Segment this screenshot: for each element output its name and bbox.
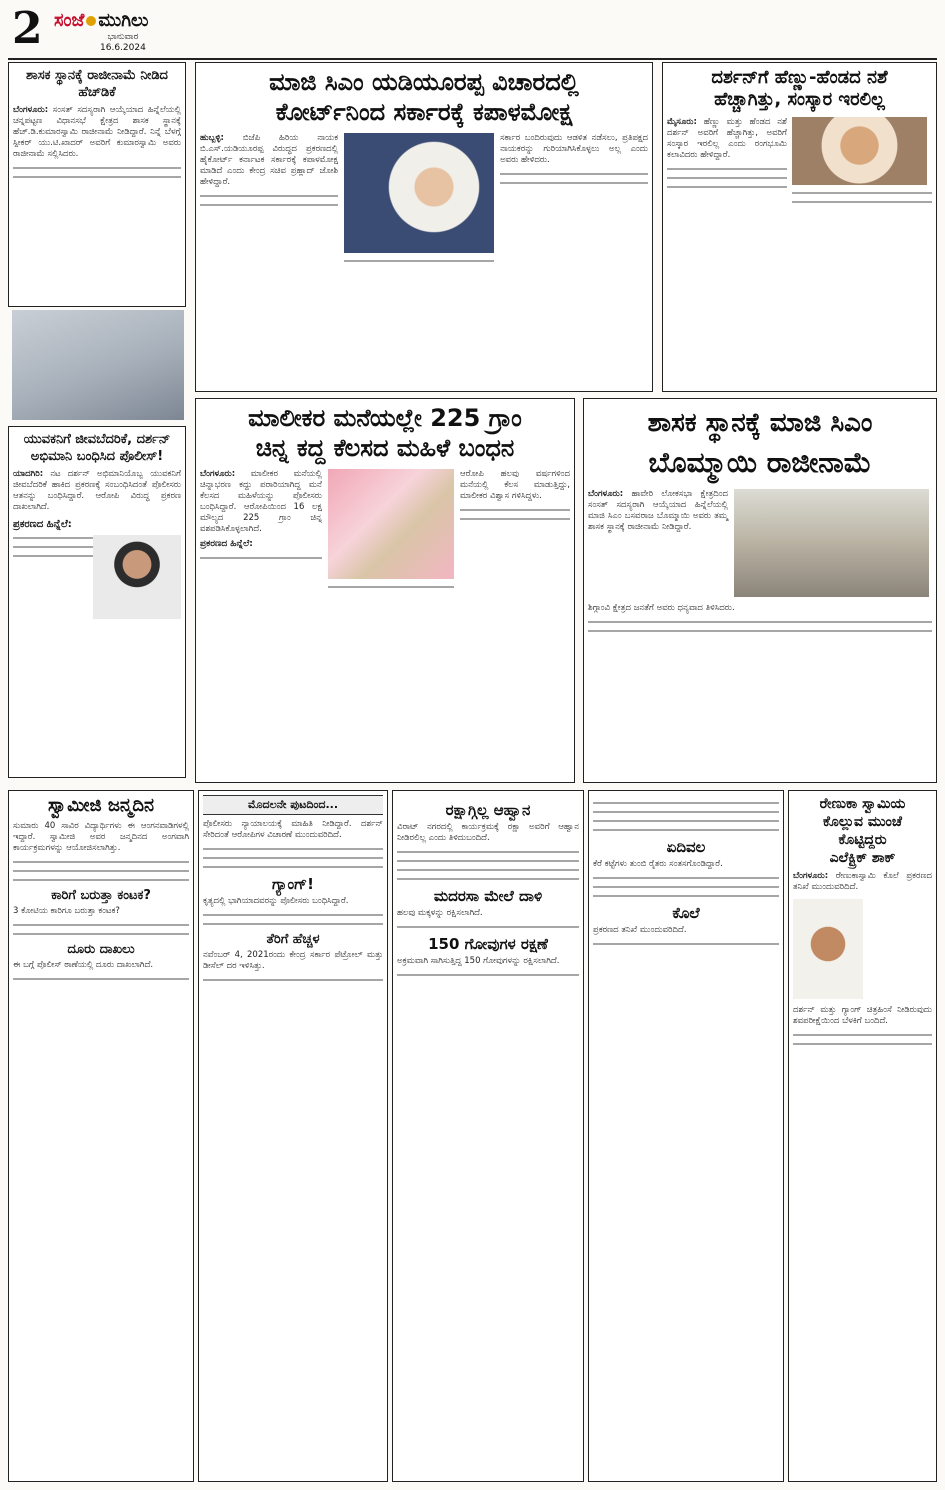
cow-body: ಅಕ್ರಮವಾಗಿ ಸಾಗಿಸುತ್ತಿದ್ದ 150 ಗೋವುಗಳನ್ನು ರಕ್ಷಿಸಲಾಗಿದೆ. [397,956,560,966]
youth-photo [93,535,181,619]
raksha-column [392,790,584,1482]
murder-body: ಪ್ರಕರಣದ ತನಿಖೆ ಮುಂದುವರಿದಿದೆ. [593,925,687,935]
gold-body-right: ಆರೋಪಿ ಹಲವು ವರ್ಷಗಳಿಂದ ಮನೆಯಲ್ಲಿ ಕೆಲಸ ಮಾಡುತ್ತಿದ್ದು, ಮಾಲೀಕರ ವಿಶ್ವಾಸ ಗಳಿಸಿದ್ದಳು. [460,469,570,595]
renuka-headline-4: ಎಲೆಕ್ಟ್ರಿಕ್ ಶಾಕ್ [829,850,896,866]
raksha-subheadline: ರಕ್ಷಾಗ್ಗಿಲ್ಲ ಆಹ್ವಾನ [445,801,531,819]
yediyurappa-headline-2: ಕೋರ್ಟ್‌ನಿಂದ ಸರ್ಕಾರಕ್ಕೆ ಕಪಾಳಮೋಕ್ಷ [275,98,573,126]
renuka-headline-2: ಕೊಲ್ಲುವ ಮುಂಚೆ [823,814,902,830]
darshan-headline-2: ಹೆಚ್ಚಾಗಿತ್ತು, ಸಂಸ್ಕಾರ ಇರಲಿಲ್ಲ [714,89,885,110]
gold-headline-2: ಚಿನ್ನ ಕದ್ದ ಕೆಲಸದ ಮಹಿಳೆ ಬಂಧನ [255,434,515,462]
youth-headline: ಯುವಕನಿಗೆ ಜೀವಬೆದರಿಕೆ, ದರ್ಶನ್ ಅಭಿಮಾನಿ ಬಂಧಿಸಿದ ಪೊಲೀಸ್! [23,432,171,464]
hdk-body: ಬೆಂಗಳೂರು: ಸಂಸತ್ ಸದಸ್ಯರಾಗಿ ಆಯ್ಕೆಯಾದ ಹಿನ್ನೆಲೆಯಲ್ಲಿ ಚನ್ನಪಟ್ಟಣ ವಿಧಾನಸಭೆ ಕ್ಷೇತ್ರದ ಶಾಸಕ ಸ್ಥಾನಕ್ಕೆ ಹೆಚ್.ಡಿ.ಕುಮಾರಸ್ವಾಮಿ ರಾಜೀನಾಮೆ ನೀಡಿದ್ದಾರೆ. ನಿನ್ನೆ ಬೆಳಗ್ಗೆ ಸ್ಪೀಕರ್ ಯು.ಟಿ.ಖಾದರ್ ಅವರಿಗೆ ಕುಮಾರಸ್ವಾಮಿ ಅವರು ರಾಜೀನಾಮೆ ಸಲ್ಲಿಸಿದರು. [13,105,181,178]
renuka-headline-3: ಕೊಟ್ಟಿದ್ದರು [838,832,887,848]
swamiji-article [8,790,194,1482]
issue-date: 16.6.2024 [100,43,146,53]
renukaswamy-photo [793,899,863,999]
crime-body-c: ನವೆಂಬರ್ 4, 2021ರಂದು ಕೇಂದ್ರ ಸರ್ಕಾರ ಪೆಟ್ರೋಲ್ ಮತ್ತು ಡೀಸೆಲ್ ದರ ಇಳಿಸಿತ್ತು. [203,950,383,971]
bommai-headline-2: ಬೊಮ್ಮಾಯಿ ರಾಜೀನಾಮೆ [648,446,872,479]
hdk-headline: ಶಾಸಕ ಸ್ಥಾನಕ್ಕೆ ರಾಜೀನಾಮೆ ನೀಡಿದ ಹೆಚ್‌ಡಿಕೆ [26,68,168,100]
brand-logo [54,10,148,31]
madrasa-subheadline: ಮದರಸಾ ಮೇಲೆ ದಾಳಿ [433,887,543,905]
edivala-column [588,790,784,1482]
masthead [8,3,208,56]
swamiji-body3: ಈ ಬಗ್ಗೆ ಪೊಲೀಸ್ ಠಾಣೆಯಲ್ಲಿ ದೂರು ದಾಖಲಾಗಿದೆ. [13,960,154,970]
youth-body: ಯಾದಗಿರಿ: ನಟ ದರ್ಶನ್ ಅಭಿಮಾನಿಯೊಬ್ಬ ಯುವಕನಿಗೆ ಜೀವಬೆದರಿಕೆ ಹಾಕಿದ ಪ್ರಕರಣಕ್ಕೆ ಸಂಬಂಧಿಸಿದಂತೆ ಪೊಲೀಸರು ಆತನನ್ನು ಬಂಧಿಸಿದ್ದಾರೆ. ಆರೋಪಿ ವಿರುದ್ಧ ಪ್ರಕರಣ ದಾಖಲಾಗಿದೆ. [13,469,182,512]
bommai-body-bottom: ಶಿಗ್ಗಾಂವಿ ಕ್ಷೇತ್ರದ ಜನತೆಗೆ ಅವರು ಧನ್ಯವಾದ ತಿಳಿಸಿದರು. [588,603,932,632]
youth-section: ಪ್ರಕರಣದ ಹಿನ್ನೆಲೆ: [13,519,72,530]
group-photo [12,310,184,420]
darshan-article [662,62,937,392]
bommai-article [583,398,937,783]
darshan-body: ಮೈಸೂರು: ಹೆಣ್ಣು ಮತ್ತು ಹೆಂಡದ ನಶೆ ದರ್ಶನ್ ಅವರಿಗೆ ಹೆಚ್ಚಾಗಿತ್ತು, ಅವರಿಗೆ ಸಂಸ್ಕಾರ ಇರಲಿಲ್ಲ ಎಂದು ರಂಗಭೂಮಿ ಕಲಾವಿದರು ಹೇಳಿದ್ದಾರೆ. [667,117,787,210]
swamiji-subheadline: ಕಾರಿಗೆ ಬರುತ್ತಾ ಕಂಟಕ? [51,888,151,903]
date-info [100,32,146,54]
gang-subheadline: ಗ್ಯಾಂಗ್! [272,875,314,893]
page-number: 2 [12,3,43,54]
madrasa-body: ಹಲವು ಮಕ್ಕಳನ್ನು ರಕ್ಷಿಸಲಾಗಿದೆ. [397,908,483,918]
handcuff-photo [328,469,454,579]
yediyurappa-headline-1: ಮಾಜಿ ಸಿಎಂ ಯಡಿಯೂರಪ್ಪ ವಿಚಾರದಲ್ಲಿ [269,68,579,96]
darshan-headline-1: ದರ್ಶನ್‌ಗೆ ಹೆಣ್ಣು-ಹೆಂಡದ ನಶೆ [711,67,888,88]
swamiji-headline: ಸ್ವಾಮೀಜಿ ಜನ್ಮದಿನ [47,795,155,816]
yediyurappa-col1: ಹುಬ್ಬಳ್ಳಿ: ಬಿಜೆಪಿ ಹಿರಿಯ ನಾಯಕ ಬಿ.ಎಸ್.ಯಡಿಯೂರಪ್ಪ ವಿರುದ್ಧದ ಪ್ರಕರಣದಲ್ಲಿ ಹೈಕೋರ್ಟ್ ಕರ್ನಾಟಕ ಸರ್ಕಾರಕ್ಕೆ ಕಪಾಳಮೋಕ್ಷ ಮಾಡಿದೆ ಎಂದು ಕೇಂದ್ರ ಸಚಿವ ಪ್ರಹ್ಲಾದ್ ಜೋಶಿ ಹೇಳಿದ್ದಾರೆ. [200,133,338,269]
edivala-body: ಕೆರೆ ಕಟ್ಟೆಗಳು ತುಂಬಿ ರೈತರು ಸಂತಸಗೊಂಡಿದ್ದಾರೆ. [593,859,723,869]
swamiji-body: ಸುಮಾರು 40 ಸಾವಿರ ವಿದ್ಯಾರ್ಥಿಗಳು ಈ ಆಂಗನವಾಡಿಗಳಲ್ಲಿ ಇದ್ದಾರೆ. ಸ್ವಾಮೀಜಿ ಅವರ ಜನ್ಮದಿನದ ಅಂಗವಾಗಿ ಕಾರ್ಯಕ್ರಮಗಳನ್ನು ಆಯೋಜಿಸಲಾಗಿತ್ತು. [13,821,189,881]
continued-kicker: ಮೊದಲನೇ ಪುಟದಿಂದ... [203,795,383,815]
minister-photo [344,133,494,253]
renuka-article [788,790,937,1482]
yediyurappa-article [195,62,653,392]
swamiji-body2: 3 ಕೋಟಿಯ ಕಾರಿಗೂ ಬರುತ್ತಾ ಕಂಟಕ? [13,906,120,916]
crime-body-a: ಪೊಲೀಸರು ನ್ಯಾಯಾಲಯಕ್ಕೆ ಮಾಹಿತಿ ನೀಡಿದ್ದಾರೆ. ದರ್ಶನ್ ಸೇರಿದಂತೆ ಆರೋಪಿಗಳ ವಿಚಾರಣೆ ಮುಂದುವರಿದಿದೆ. [203,819,383,868]
hdk-article [8,62,186,307]
crime-body-b: ಕೃತ್ಯದಲ್ಲಿ ಭಾಗಿಯಾದವರನ್ನು ಪೊಲೀಸರು ಬಂಧಿಸಿದ್ದಾರೆ. [203,896,349,906]
murder-subheadline: ಕೊಲೆ [672,904,700,922]
gold-body: ಬೆಂಗಳೂರು: ಮಾಲೀಕರ ಮನೆಯಲ್ಲಿ ಚಿನ್ನಾಭರಣ ಕದ್ದು ಪರಾರಿಯಾಗಿದ್ದ ಮನೆ ಕೆಲಸದ ಮಹಿಳೆಯನ್ನು ಪೊಲೀಸರು ಬಂಧಿಸಿದ್ದಾರೆ. ಆರೋಪಿಯಿಂದ 16 ಲಕ್ಷ ಮೌಲ್ಯದ 225 ಗ್ರಾಂ ಚಿನ್ನ ವಶಪಡಿಸಿಕೊಳ್ಳಲಾಗಿದೆ. ಪ್ರಕರಣದ ಹಿನ್ನೆಲೆ: [200,469,322,595]
renuka-body2: ದರ್ಶನ್ ಮತ್ತು ಗ್ಯಾಂಗ್ ಚಿತ್ರಹಿಂಸೆ ನೀಡಿರುವುದು ಶವಪರೀಕ್ಷೆಯಿಂದ ಬೆಳಕಿಗೆ ಬಂದಿದೆ. [793,1005,932,1045]
swamiji-subheadline2: ದೂರು ದಾಖಲು [67,942,135,957]
youth-article [8,426,186,778]
gold-article [195,398,575,783]
edivala-subheadline: ಏದಿವಲ [666,838,706,856]
bommai-headline-1: ಶಾಸಕ ಸ್ಥಾನಕ್ಕೆ ಮಾಜಿ ಸಿಎಂ [647,408,873,438]
renuka-headline-1: ರೇಣುಕಾ ಸ್ವಾಮಿಯ [819,796,906,812]
crime-column [198,790,388,1482]
cow-subheadline: 150 ಗೋವುಗಳ ರಕ್ಷಣೆ [428,935,548,953]
artist-photo [792,117,927,185]
brand-part1: ಸಂಜೆ [54,10,85,31]
raksha-body: ವಿರಾಟ್ ನಗರದಲ್ಲಿ ಕಾರ್ಯಕ್ರಮಕ್ಕೆ ರಕ್ಷಾ ಅವರಿಗೆ ಆಹ್ವಾನ ನೀಡಿರಲಿಲ್ಲ ಎಂದು ತಿಳಿದುಬಂದಿದೆ. [397,822,579,843]
sun-dot-icon [86,16,96,26]
bommai-body: ಬೆಂಗಳೂರು: ಹಾವೇರಿ ಲೋಕಸಭಾ ಕ್ಷೇತ್ರದಿಂದ ಸಂಸತ್ ಸದಸ್ಯರಾಗಿ ಆಯ್ಕೆಯಾದ ಹಿನ್ನೆಲೆಯಲ್ಲಿ ಮಾಜಿ ಸಿಎಂ ಬಸವರಾಜ ಬೊಮ್ಮಾಯಿ ಅವರು ತಮ್ಮ ಶಾಸಕ ಸ್ಥಾನಕ್ಕೆ ರಾಜೀನಾಮೆ ನೀಡಿದ್ದಾರೆ. [588,489,729,532]
renuka-body: ಬೆಂಗಳೂರು: ರೇಣುಕಾಸ್ವಾಮಿ ಕೊಲೆ ಪ್ರಕರಣದ ತನಿಖೆ ಮುಂದುವರಿದಿದೆ. [793,871,932,892]
meeting-photo [734,489,929,597]
yediyurappa-col3: ಸರ್ಕಾರ ಬಂದಿರುವುದು ಆಡಳಿತ ನಡೆಸಲು, ಪ್ರತಿಪಕ್ಷದ ನಾಯಕರನ್ನು ಗುರಿಯಾಗಿಸಿಕೊಳ್ಳಲು ಅಲ್ಲ ಎಂದು ಅವರು ಹೇಳಿದರು. [500,133,648,269]
issue-day: ಭಾನುವಾರ [107,32,139,42]
gold-headline-1: ಮಾಲೀಕರ ಮನೆಯಲ್ಲೇ 225 ಗ್ರಾಂ [248,404,522,432]
masthead-rule [8,58,937,60]
tax-subheadline: ತೆರಿಗೆ ಹೆಚ್ಚಳ [266,932,320,947]
brand-part2: ಮುಗಿಲು [98,10,149,31]
